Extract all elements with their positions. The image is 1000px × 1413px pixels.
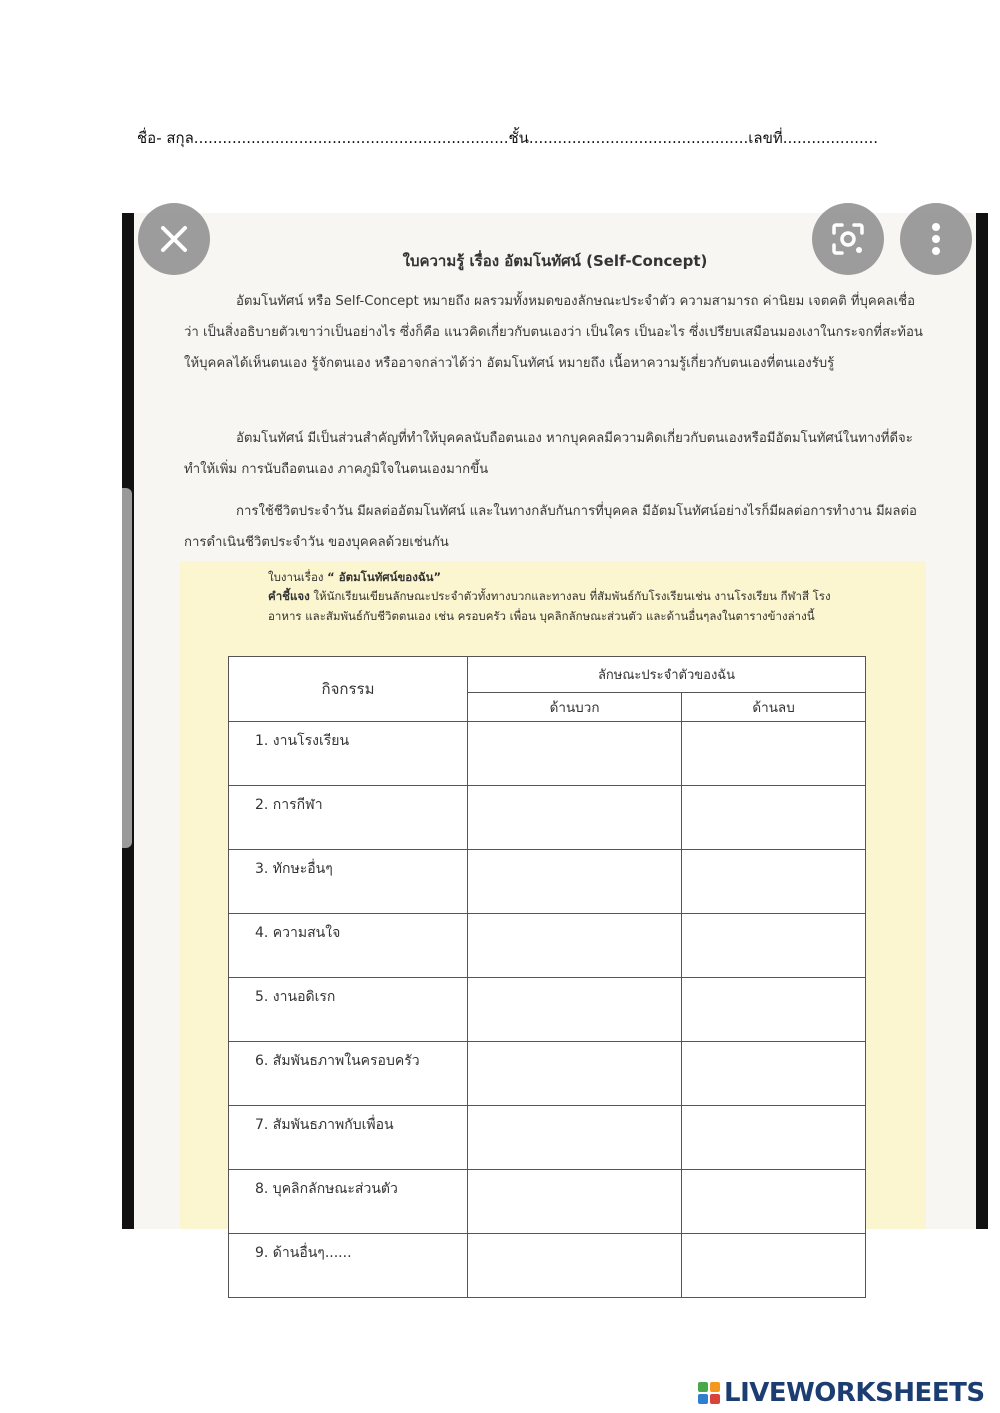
negative-cell[interactable] (682, 722, 866, 786)
instruction-text: ให้นักเรียนเขียนลักษณะประจำตัวทั้งทางบวกและทางลบ ที่สัมพันธ์กับโรงเรียนเช่น งานโรงเรียน กีฬาสี โรงอาหาร และสัมพันธ์กับชีวิตตนเอง เช่น ครอบครัว เพื่อน บุคลิกลักษณะส่วนตัว และด้านอื่นๆลงในตารางข้างล่างนี้ (268, 589, 831, 623)
negative-cell[interactable] (682, 786, 866, 850)
positive-cell[interactable] (468, 1170, 682, 1234)
activity-cell: 5. งานอดิเรก (229, 978, 468, 1042)
instruction-label: คำชี้แจง (268, 589, 310, 603)
negative-cell[interactable] (682, 914, 866, 978)
positive-cell[interactable] (468, 1042, 682, 1106)
scroll-handle[interactable] (122, 488, 132, 848)
logo-text: LIVEWORKSHEETS (724, 1378, 985, 1408)
student-info-line: ชื่อ- สกุล..................................................................ชั้น..............................................เลขที่.................... (137, 129, 879, 147)
negative-cell[interactable] (682, 1106, 866, 1170)
worksheet-photo (122, 213, 988, 1261)
activity-cell: 2. การกีฬา (229, 786, 468, 850)
negative-cell[interactable] (682, 1042, 866, 1106)
positive-cell[interactable] (468, 978, 682, 1042)
positive-cell[interactable] (468, 914, 682, 978)
negative-cell[interactable] (682, 978, 866, 1042)
photo-border-right (976, 213, 988, 1229)
activity-cell: 9. ด้านอื่นๆ...... (229, 1234, 468, 1298)
table-row (229, 978, 866, 1042)
positive-cell[interactable] (468, 850, 682, 914)
liveworksheets-logo[interactable] (698, 1378, 985, 1408)
positive-cell[interactable] (468, 786, 682, 850)
header-negative: ด้านลบ (682, 693, 866, 722)
worksheet-title-bold: “ อัตมโนทัศน์ของฉัน” (327, 570, 442, 584)
positive-cell[interactable] (468, 722, 682, 786)
positive-cell[interactable] (468, 1106, 682, 1170)
header-activity: กิจกรรม (229, 657, 468, 722)
table-row (229, 786, 866, 850)
worksheet-section (180, 561, 926, 1261)
header-traits: ลักษณะประจำตัวของฉัน (468, 657, 866, 693)
table-row (229, 850, 866, 914)
worksheet-instructions (268, 586, 848, 626)
liveworksheets-logo-icon (698, 1382, 720, 1404)
document-title: ใบความรู้ เรื่อง อัตมโนทัศน์ (Self-Concept) (402, 252, 708, 270)
negative-cell[interactable] (682, 1234, 866, 1298)
positive-cell[interactable] (468, 1234, 682, 1298)
table-row (229, 914, 866, 978)
self-concept-table (228, 656, 866, 1298)
paragraph-daily-life: การใช้ชีวิตประจำวัน มีผลต่ออัตมโนทัศน์ และในทางกลับกันการที่บุคคล มีอัตมโนทัศน์อย่างไรก็มีผลต่อการทำงาน มีผลต่อการดำเนินชีวิตประจำวัน ของบุคคลด้วยเช่นกัน (184, 504, 917, 550)
table-row (229, 722, 866, 786)
paragraph-definition: อัตมโนทัศน์ หรือ Self-Concept หมายถึง ผลรวมทั้งหมดของลักษณะประจำตัว ความสามารถ ค่านิยม เจตคติ ที่บุคคลเชื่อว่า เป็นสิ่งอธิบายตัวเขาว่าเป็นอย่างไร ซึ่งก็คือ แนวคิดเกี่ยวกับตนเองว่า เป็นใคร เป็นอะไร ซึ่งเปรียบเสมือนมองเงาในกระจกที่สะท้อนให้บุคคลได้เห็นตนเอง รู้จักตนเอง หรืออาจกล่าวได้ว่า อัตมโนทัศน์ หมายถึง เนื้อหาความรู้เกี่ยวกับตนเองที่ตนเองรับรู้ (184, 294, 923, 371)
negative-cell[interactable] (682, 1170, 866, 1234)
table-row (229, 1170, 866, 1234)
activity-cell: 4. ความสนใจ (229, 914, 468, 978)
header-positive: ด้านบวก (468, 693, 682, 722)
activity-cell: 6. สัมพันธภาพในครอบครัว (229, 1042, 468, 1106)
worksheet-title-prefix: ใบงานเรื่อง (268, 570, 324, 584)
worksheet-title (268, 569, 441, 587)
negative-cell[interactable] (682, 850, 866, 914)
table-row (229, 1042, 866, 1106)
activity-cell: 7. สัมพันธภาพกับเพื่อน (229, 1106, 468, 1170)
activity-cell: 1. งานโรงเรียน (229, 722, 468, 786)
activity-cell: 3. ทักษะอื่นๆ (229, 850, 468, 914)
paragraph-importance: อัตมโนทัศน์ มีเป็นส่วนสำคัญที่ทำให้บุคคลนับถือตนเอง หากบุคคลมีความคิดเกี่ยวกับตนเองหรือมีอัตมโนทัศน์ในทางที่ดีจะทำให้เพิ่ม การนับถือตนเอง ภาคภูมิใจในตนเองมากขึ้น (184, 431, 913, 477)
activity-cell: 8. บุคลิกลักษณะส่วนตัว (229, 1170, 468, 1234)
table-row (229, 1106, 866, 1170)
table-row (229, 1234, 866, 1298)
